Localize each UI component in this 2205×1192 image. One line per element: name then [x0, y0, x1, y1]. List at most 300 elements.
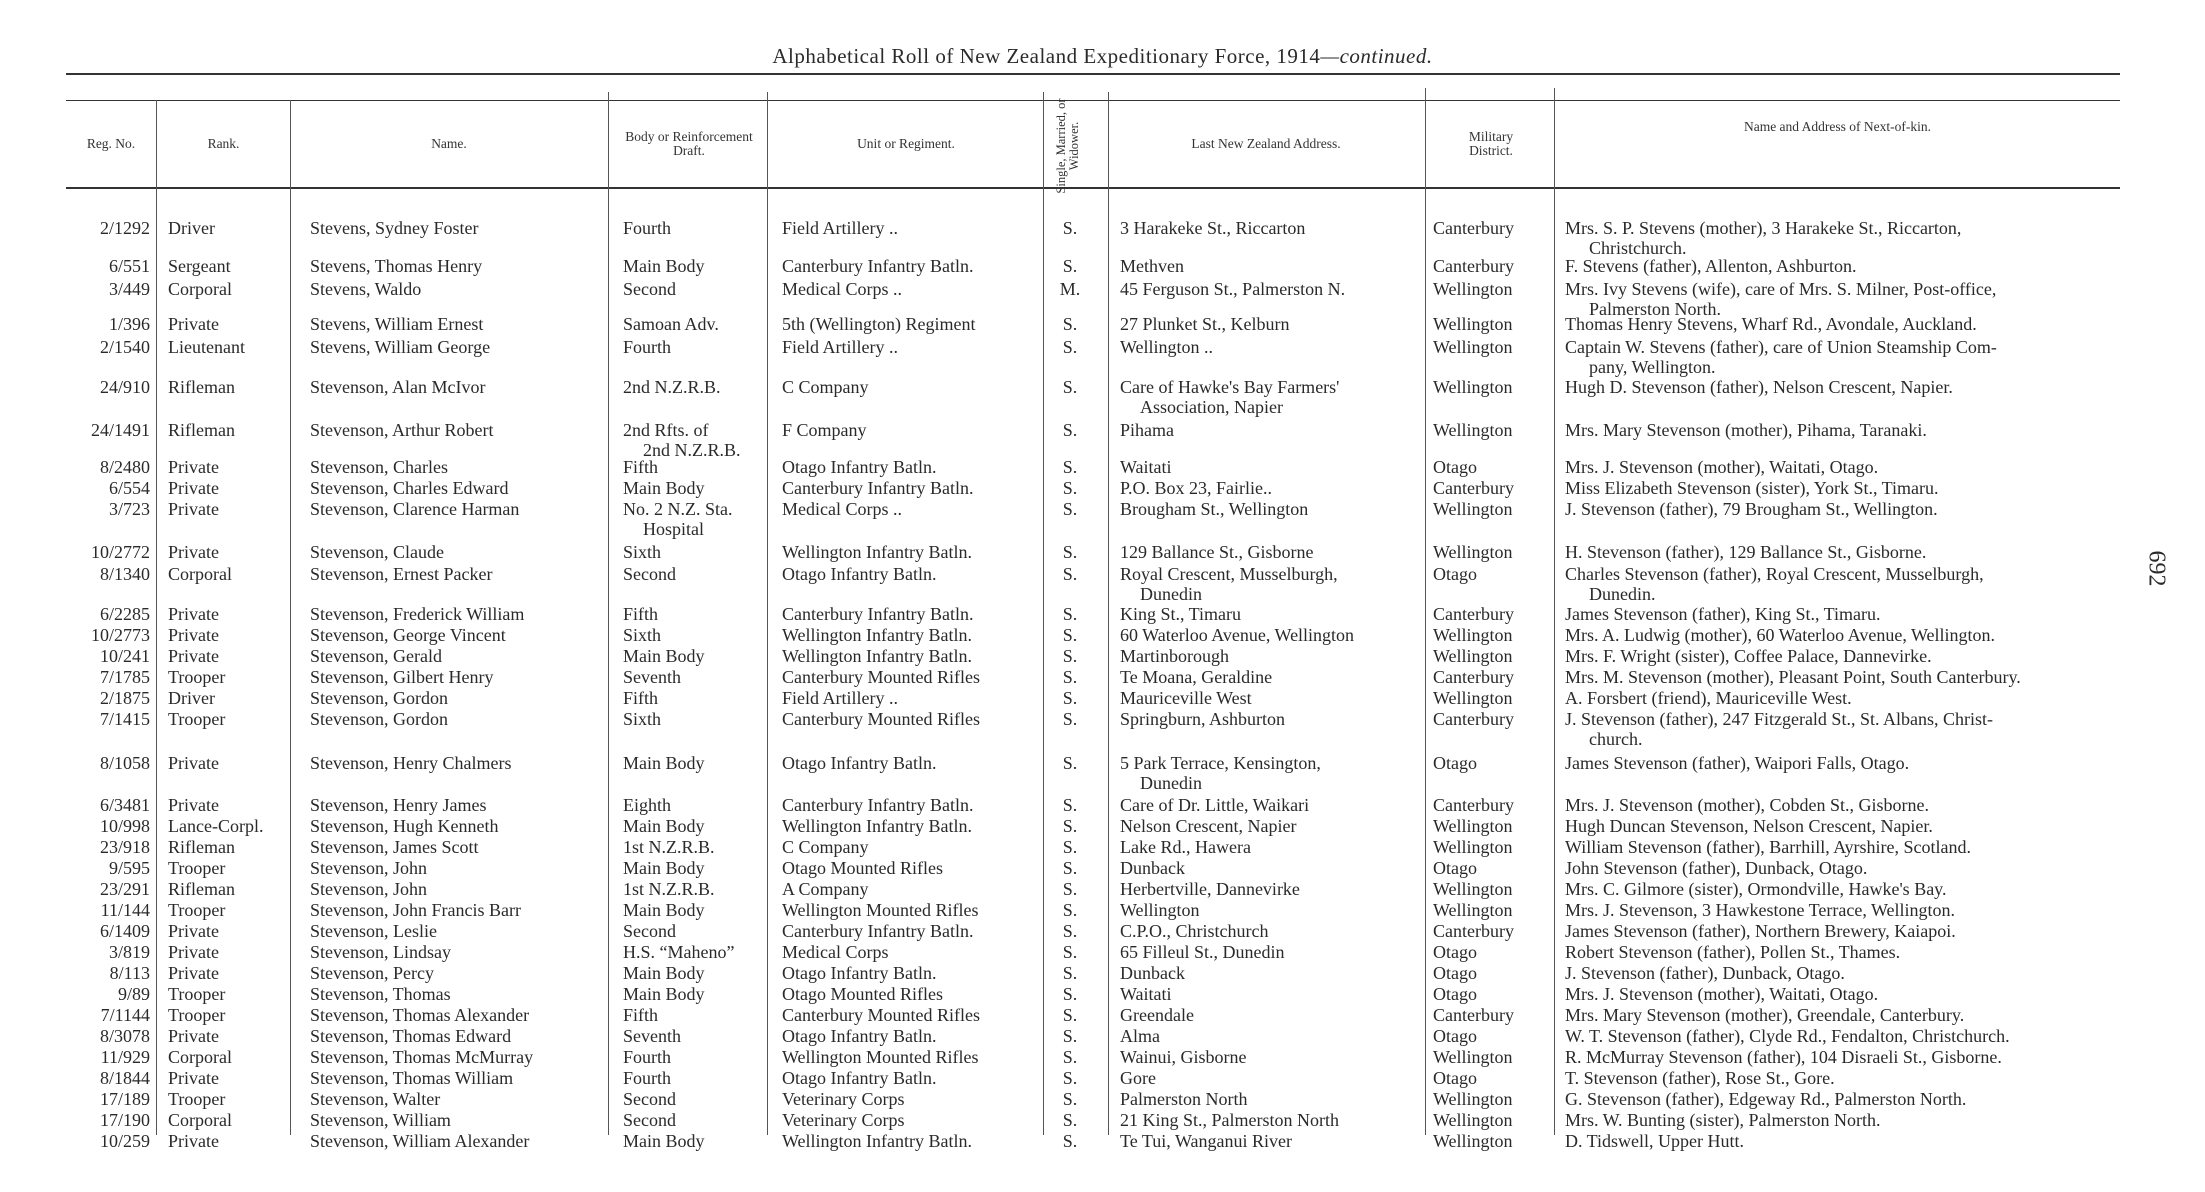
row-rank: Trooper [168, 709, 226, 729]
row-next-of-kin: Mrs. Ivy Stevens (wife), care of Mrs. S. Milner, Post-office, [1565, 279, 1997, 299]
table-row [70, 420, 2120, 460]
row-unit: Veterinary Corps [782, 1089, 905, 1109]
row-address: Wainui, Gisborne [1120, 1047, 1247, 1067]
row-reg-no: 7/1785 [99, 667, 150, 687]
row-unit: Otago Infantry Batln. [782, 963, 937, 983]
row-next-of-kin-continued: Dunedin. [1589, 584, 1656, 604]
row-rank: Private [168, 1026, 219, 1046]
row-next-of-kin: Charles Stevenson (father), Royal Crescent, Musselburgh, [1565, 564, 1984, 584]
row-body: Main Body [623, 256, 705, 276]
row-body: 1st N.Z.R.B. [623, 879, 715, 899]
row-next-of-kin: Thomas Henry Stevens, Wharf Rd., Avondale, Auckland. [1565, 314, 1977, 334]
table-row [70, 218, 2120, 258]
row-district: Wellington [1433, 837, 1513, 857]
row-status: S. [1062, 688, 1078, 708]
row-status: S. [1062, 314, 1078, 334]
row-district: Wellington [1433, 499, 1513, 519]
row-address: 45 Ferguson St., Palmerston N. [1120, 279, 1346, 299]
row-body-continued: 2nd N.Z.R.B. [643, 440, 741, 460]
row-body: Main Body [623, 963, 705, 983]
row-district: Wellington [1433, 879, 1513, 899]
row-address: Nelson Crescent, Napier [1120, 816, 1297, 836]
row-next-of-kin: Mrs. Mary Stevenson (mother), Pihama, Taranaki. [1565, 420, 1927, 440]
row-address: Royal Crescent, Musselburgh, [1120, 564, 1338, 584]
row-status: S. [1062, 942, 1078, 962]
row-body: Main Body [623, 1131, 705, 1151]
row-address: 60 Waterloo Avenue, Wellington [1120, 625, 1355, 645]
row-reg-no: 6/3481 [99, 795, 150, 815]
row-next-of-kin: Mrs. F. Wright (sister), Coffee Palace, Dannevirke. [1565, 646, 1932, 666]
row-district: Otago [1433, 753, 1477, 773]
row-rank: Private [168, 646, 219, 666]
row-unit: Otago Infantry Batln. [782, 564, 937, 584]
row-reg-no: 2/1292 [99, 218, 150, 238]
row-address: 5 Park Terrace, Kensington, [1120, 753, 1321, 773]
row-body: Second [623, 1089, 676, 1109]
row-unit: C Company [782, 837, 869, 857]
row-body: 2nd Rfts. of [623, 420, 709, 440]
row-reg-no: 17/189 [99, 1089, 150, 1109]
row-next-of-kin: Mrs. C. Gilmore (sister), Ormondville, Hawke's Bay. [1565, 879, 1947, 899]
row-address: Palmerston North [1120, 1089, 1248, 1109]
header-kin: Name and Address of Next-of-kin. [1743, 119, 1932, 134]
row-status: S. [1062, 256, 1078, 276]
row-address: Martinborough [1120, 646, 1229, 666]
row-name: Stevenson, Charles [310, 457, 448, 477]
table-row [70, 795, 2120, 815]
row-status: S. [1062, 542, 1078, 562]
row-district: Wellington [1433, 816, 1513, 836]
row-next-of-kin: Miss Elizabeth Stevenson (sister), York St., Timaru. [1565, 478, 1939, 498]
row-unit: Canterbury Infantry Batln. [782, 604, 974, 624]
row-name: Stevenson, Gilbert Henry [310, 667, 494, 687]
table-row [70, 921, 2120, 941]
row-body: 1st N.Z.R.B. [623, 837, 715, 857]
row-body: Fifth [623, 1005, 659, 1025]
row-address: King St., Timaru [1120, 604, 1242, 624]
row-address: Pihama [1120, 420, 1174, 440]
row-district: Canterbury [1433, 256, 1514, 276]
row-rank: Private [168, 963, 219, 983]
row-body: Second [623, 921, 676, 941]
row-address: 21 King St., Palmerston North [1120, 1110, 1339, 1130]
row-district: Wellington [1433, 542, 1513, 562]
row-next-of-kin: D. Tidswell, Upper Hutt. [1565, 1131, 1745, 1151]
row-reg-no: 3/449 [108, 279, 150, 299]
row-next-of-kin: Hugh Duncan Stevenson, Nelson Crescent, Napier. [1565, 816, 1933, 836]
row-address: Herbertville, Dannevirke [1120, 879, 1300, 899]
row-status: S. [1062, 420, 1078, 440]
table-row [70, 688, 2120, 708]
row-name: Stevens, William George [310, 337, 491, 357]
header-address: Last New Zealand Address. [1191, 136, 1341, 151]
row-status: S. [1062, 1089, 1078, 1109]
row-address-continued: Association, Napier [1140, 397, 1283, 417]
row-reg-no: 10/259 [99, 1131, 150, 1151]
row-district: Canterbury [1433, 921, 1514, 941]
page-title-text: Alphabetical Roll of New Zealand Expeditionary Force, 1914 [772, 44, 1321, 68]
row-reg-no: 11/929 [100, 1047, 150, 1067]
row-name: Stevenson, William Alexander [310, 1131, 530, 1151]
page-title-suffix: —continued. [1320, 44, 1433, 68]
row-body: Main Body [623, 478, 705, 498]
row-reg-no: 9/89 [117, 984, 150, 1004]
row-name: Stevenson, Lindsay [310, 942, 451, 962]
row-rank: Driver [168, 688, 215, 708]
row-district: Canterbury [1433, 1005, 1514, 1025]
row-unit: Canterbury Infantry Batln. [782, 478, 974, 498]
table-row [70, 963, 2120, 983]
row-district: Wellington [1433, 377, 1513, 397]
row-address: Greendale [1120, 1005, 1194, 1025]
row-rank: Private [168, 921, 219, 941]
row-district: Canterbury [1433, 667, 1514, 687]
row-unit: Otago Infantry Batln. [782, 1068, 937, 1088]
row-body: Sixth [623, 625, 662, 645]
row-name: Stevenson, Percy [310, 963, 434, 983]
row-body: Sixth [623, 709, 662, 729]
row-name: Stevenson, Thomas McMurray [310, 1047, 534, 1067]
row-next-of-kin: Mrs. J. Stevenson, 3 Hawkestone Terrace, Wellington. [1565, 900, 1956, 920]
row-body: 2nd N.Z.R.B. [623, 377, 721, 397]
row-unit: Medical Corps .. [782, 279, 902, 299]
row-unit: Wellington Infantry Batln. [782, 625, 973, 645]
row-body: No. 2 N.Z. Sta. [623, 499, 733, 519]
row-next-of-kin-continued: pany, Wellington. [1589, 357, 1716, 377]
table-row [70, 858, 2120, 878]
row-reg-no: 8/2480 [99, 457, 150, 477]
table-row [70, 337, 2120, 377]
row-reg-no: 3/819 [108, 942, 150, 962]
row-rank: Private [168, 1068, 219, 1088]
row-name: Stevenson, John Francis Barr [310, 900, 521, 920]
row-name: Stevenson, Charles Edward [310, 478, 509, 498]
row-rank: Lance-Corpl. [168, 816, 264, 836]
row-reg-no: 17/190 [99, 1110, 150, 1130]
row-next-of-kin: W. T. Stevenson (father), Clyde Rd., Fendalton, Christchurch. [1565, 1026, 2010, 1046]
row-rank: Private [168, 478, 219, 498]
row-next-of-kin: Mrs. J. Stevenson (mother), Cobden St., Gisborne. [1565, 795, 1929, 815]
row-body: Main Body [623, 858, 705, 878]
row-reg-no: 24/1491 [90, 420, 150, 440]
row-district: Wellington [1433, 1110, 1513, 1130]
row-body: Fourth [623, 1068, 672, 1088]
row-body: Fifth [623, 688, 659, 708]
row-unit: Wellington Infantry Batln. [782, 1131, 973, 1151]
row-reg-no: 10/2772 [90, 542, 150, 562]
row-unit: Wellington Infantry Batln. [782, 816, 973, 836]
row-name: Stevens, Waldo [310, 279, 422, 299]
row-body: Fifth [623, 457, 659, 477]
row-status: S. [1062, 478, 1078, 498]
row-status: S. [1062, 604, 1078, 624]
row-next-of-kin: A. Forsbert (friend), Mauriceville West. [1565, 688, 1852, 708]
row-district: Otago [1433, 984, 1477, 1004]
row-district: Otago [1433, 564, 1477, 584]
table-row [70, 1110, 2120, 1130]
header-district: Military District. [1468, 129, 1514, 158]
row-district: Wellington [1433, 314, 1513, 334]
row-body: Sixth [623, 542, 662, 562]
row-reg-no: 7/1144 [100, 1005, 150, 1025]
row-district: Wellington [1433, 1047, 1513, 1067]
row-body: Seventh [623, 1026, 681, 1046]
row-next-of-kin: Mrs. M. Stevenson (mother), Pleasant Point, South Canterbury. [1565, 667, 2021, 687]
row-district: Wellington [1433, 279, 1513, 299]
row-unit: Wellington Mounted Rifles [782, 1047, 979, 1067]
row-status: S. [1062, 1047, 1078, 1067]
row-status: M. [1059, 279, 1081, 299]
table-row [70, 646, 2120, 666]
row-name: Stevenson, Henry Chalmers [310, 753, 512, 773]
row-address: Waitati [1120, 457, 1172, 477]
row-reg-no: 6/2285 [99, 604, 150, 624]
row-next-of-kin: James Stevenson (father), Waipori Falls, Otago. [1565, 753, 1910, 773]
table-row [70, 667, 2120, 687]
row-district: Wellington [1433, 900, 1513, 920]
row-reg-no: 1/396 [108, 314, 150, 334]
row-rank: Trooper [168, 858, 226, 878]
row-next-of-kin: Mrs. S. P. Stevens (mother), 3 Harakeke St., Riccarton, [1565, 218, 1962, 238]
row-status: S. [1062, 753, 1078, 773]
table-row [70, 709, 2120, 749]
row-status: S. [1062, 900, 1078, 920]
row-body: Second [623, 279, 676, 299]
row-status: S. [1062, 1026, 1078, 1046]
row-rank: Trooper [168, 984, 226, 1004]
row-reg-no: 8/1340 [99, 564, 150, 584]
row-name: Stevenson, Thomas Edward [310, 1026, 512, 1046]
row-name: Stevenson, Claude [310, 542, 444, 562]
row-rank: Private [168, 542, 219, 562]
row-unit: Medical Corps [782, 942, 889, 962]
row-unit: Field Artillery .. [782, 337, 898, 357]
row-reg-no: 10/998 [99, 816, 150, 836]
row-address: Dunback [1120, 963, 1185, 983]
row-district: Wellington [1433, 646, 1513, 666]
table-row [70, 1047, 2120, 1067]
row-address: 65 Filleul St., Dunedin [1120, 942, 1285, 962]
row-unit: Otago Infantry Batln. [782, 1026, 937, 1046]
row-district: Wellington [1433, 1089, 1513, 1109]
row-status: S. [1062, 858, 1078, 878]
row-rank: Private [168, 1131, 219, 1151]
row-next-of-kin: Robert Stevenson (father), Pollen St., Thames. [1565, 942, 1901, 962]
row-address: Alma [1120, 1026, 1160, 1046]
row-name: Stevenson, Gerald [310, 646, 442, 666]
table-row [70, 625, 2120, 645]
header-body: Body or Reinforcement Draft. [625, 129, 753, 158]
row-unit: Otago Infantry Batln. [782, 753, 937, 773]
row-body: Main Body [623, 984, 705, 1004]
row-address: Care of Hawke's Bay Farmers' [1120, 377, 1340, 397]
row-unit: Canterbury Infantry Batln. [782, 795, 974, 815]
table-row [70, 314, 2120, 334]
row-rank: Private [168, 314, 219, 334]
table-row [70, 604, 2120, 624]
row-unit: Otago Infantry Batln. [782, 457, 937, 477]
row-district: Otago [1433, 457, 1477, 477]
row-body: Samoan Adv. [623, 314, 719, 334]
row-district: Otago [1433, 942, 1477, 962]
row-status: S. [1062, 921, 1078, 941]
row-reg-no: 8/1844 [99, 1068, 150, 1088]
row-unit: Canterbury Mounted Rifles [782, 1005, 980, 1025]
row-next-of-kin: Hugh D. Stevenson (father), Nelson Crescent, Napier. [1565, 377, 1953, 397]
row-name: Stevenson, Thomas [310, 984, 451, 1004]
row-next-of-kin: Captain W. Stevens (father), care of Union Steamship Com- [1565, 337, 1997, 357]
header-status: Single, Married, or Widower. [1054, 98, 1081, 194]
row-district: Canterbury [1433, 604, 1514, 624]
table-row [70, 279, 2120, 319]
row-status: S. [1062, 667, 1078, 687]
row-next-of-kin-continued: church. [1589, 729, 1643, 749]
row-unit: 5th (Wellington) Regiment [782, 314, 976, 334]
row-next-of-kin: J. Stevenson (father), 79 Brougham St., Wellington. [1565, 499, 1938, 519]
row-rank: Rifleman [168, 879, 235, 899]
row-name: Stevenson, Frederick William [310, 604, 525, 624]
row-next-of-kin: Mrs. A. Ludwig (mother), 60 Waterloo Avenue, Wellington. [1565, 625, 1996, 645]
row-name: Stevenson, Alan McIvor [310, 377, 486, 397]
row-body: Main Body [623, 646, 705, 666]
row-reg-no: 6/551 [108, 256, 150, 276]
row-next-of-kin: R. McMurray Stevenson (father), 104 Disraeli St., Gisborne. [1565, 1047, 2002, 1067]
row-name: Stevenson, Clarence Harman [310, 499, 520, 519]
row-rank: Corporal [168, 1110, 232, 1130]
row-name: Stevenson, Gordon [310, 688, 448, 708]
row-body: Fourth [623, 337, 672, 357]
row-next-of-kin: James Stevenson (father), King St., Timaru. [1565, 604, 1881, 624]
row-name: Stevens, William Ernest [310, 314, 484, 334]
row-name: Stevenson, James Scott [310, 837, 479, 857]
table-row [70, 457, 2120, 477]
row-reg-no: 8/1058 [99, 753, 150, 773]
row-reg-no: 23/291 [99, 879, 150, 899]
row-district: Canterbury [1433, 478, 1514, 498]
row-rank: Rifleman [168, 837, 235, 857]
row-address: Wellington [1120, 900, 1200, 920]
row-address-continued: Dunedin [1140, 773, 1202, 793]
row-status: S. [1062, 564, 1078, 584]
row-district: Otago [1433, 1026, 1477, 1046]
row-body: Main Body [623, 816, 705, 836]
row-district: Otago [1433, 1068, 1477, 1088]
row-district: Wellington [1433, 688, 1513, 708]
row-name: Stevenson, George Vincent [310, 625, 506, 645]
table-row [70, 377, 2120, 417]
row-address: Te Tui, Wanganui River [1120, 1131, 1292, 1151]
row-next-of-kin: John Stevenson (father), Dunback, Otago. [1565, 858, 1868, 878]
row-address-continued: Dunedin [1140, 584, 1202, 604]
row-reg-no: 2/1540 [99, 337, 150, 357]
header-rank: Rank. [207, 136, 240, 151]
row-next-of-kin: J. Stevenson (father), Dunback, Otago. [1565, 963, 1845, 983]
row-reg-no: 2/1875 [99, 688, 150, 708]
row-reg-no: 23/918 [99, 837, 150, 857]
row-district: Wellington [1433, 420, 1513, 440]
row-status: S. [1062, 837, 1078, 857]
table-row [70, 816, 2120, 836]
row-next-of-kin: William Stevenson (father), Barrhill, Ayrshire, Scotland. [1565, 837, 1972, 857]
row-address: Methven [1120, 256, 1184, 276]
header-name: Name. [431, 136, 467, 151]
row-rank: Trooper [168, 900, 226, 920]
row-body: Eighth [623, 795, 671, 815]
row-name: Stevens, Sydney Foster [310, 218, 479, 238]
row-address: C.P.O., Christchurch [1120, 921, 1269, 941]
row-district: Canterbury [1433, 218, 1514, 238]
row-body: Fifth [623, 604, 659, 624]
row-status: S. [1062, 1110, 1078, 1130]
row-address: Waitati [1120, 984, 1172, 1004]
row-district: Canterbury [1433, 709, 1514, 729]
table-row [70, 837, 2120, 857]
row-address: Dunback [1120, 858, 1185, 878]
row-status: S. [1062, 1005, 1078, 1025]
row-address: Brougham St., Wellington [1120, 499, 1309, 519]
row-name: Stevenson, Walter [310, 1089, 441, 1109]
row-status: S. [1062, 816, 1078, 836]
row-body: Main Body [623, 753, 705, 773]
row-status: S. [1062, 1131, 1078, 1151]
row-status: S. [1062, 499, 1078, 519]
row-rank: Private [168, 604, 219, 624]
row-address: Care of Dr. Little, Waikari [1120, 795, 1310, 815]
row-reg-no: 7/1415 [99, 709, 150, 729]
row-body: Fourth [623, 218, 672, 238]
row-next-of-kin: Mrs. J. Stevenson (mother), Waitati, Otago. [1565, 457, 1879, 477]
row-status: S. [1062, 795, 1078, 815]
row-unit: C Company [782, 377, 869, 397]
row-unit: Field Artillery .. [782, 688, 898, 708]
row-reg-no: 10/2773 [90, 625, 150, 645]
row-next-of-kin: Mrs. W. Bunting (sister), Palmerston North. [1565, 1110, 1881, 1130]
row-unit: Canterbury Mounted Rifles [782, 667, 980, 687]
table-row [70, 753, 2120, 793]
row-reg-no: 3/723 [108, 499, 150, 519]
row-name: Stevenson, Hugh Kenneth [310, 816, 499, 836]
row-rank: Rifleman [168, 420, 235, 440]
row-status: S. [1062, 218, 1078, 238]
row-address: 27 Plunket St., Kelburn [1120, 314, 1290, 334]
row-status: S. [1062, 963, 1078, 983]
row-status: S. [1062, 879, 1078, 899]
row-reg-no: 11/144 [100, 900, 150, 920]
row-body: Main Body [623, 900, 705, 920]
row-district: Otago [1433, 963, 1477, 983]
table-row [70, 984, 2120, 1004]
row-reg-no: 9/595 [108, 858, 150, 878]
table-row [70, 1026, 2120, 1046]
row-name: Stevenson, John [310, 858, 427, 878]
row-rank: Trooper [168, 1005, 226, 1025]
table-row [70, 256, 2120, 276]
row-address: 3 Harakeke St., Riccarton [1120, 218, 1306, 238]
row-reg-no: 6/554 [108, 478, 150, 498]
table-row [70, 879, 2120, 899]
row-body-continued: Hospital [643, 519, 704, 539]
row-rank: Private [168, 499, 219, 519]
row-name: Stevenson, Leslie [310, 921, 437, 941]
row-next-of-kin: Mrs. J. Stevenson (mother), Waitati, Otago. [1565, 984, 1879, 1004]
row-address: Lake Rd., Hawera [1120, 837, 1251, 857]
row-rank: Corporal [168, 279, 232, 299]
row-next-of-kin-continued: Christchurch. [1589, 238, 1687, 258]
row-rank: Private [168, 753, 219, 773]
header-reg-no: Reg. No. [86, 136, 136, 151]
row-rank: Private [168, 625, 219, 645]
row-rank: Rifleman [168, 377, 235, 397]
